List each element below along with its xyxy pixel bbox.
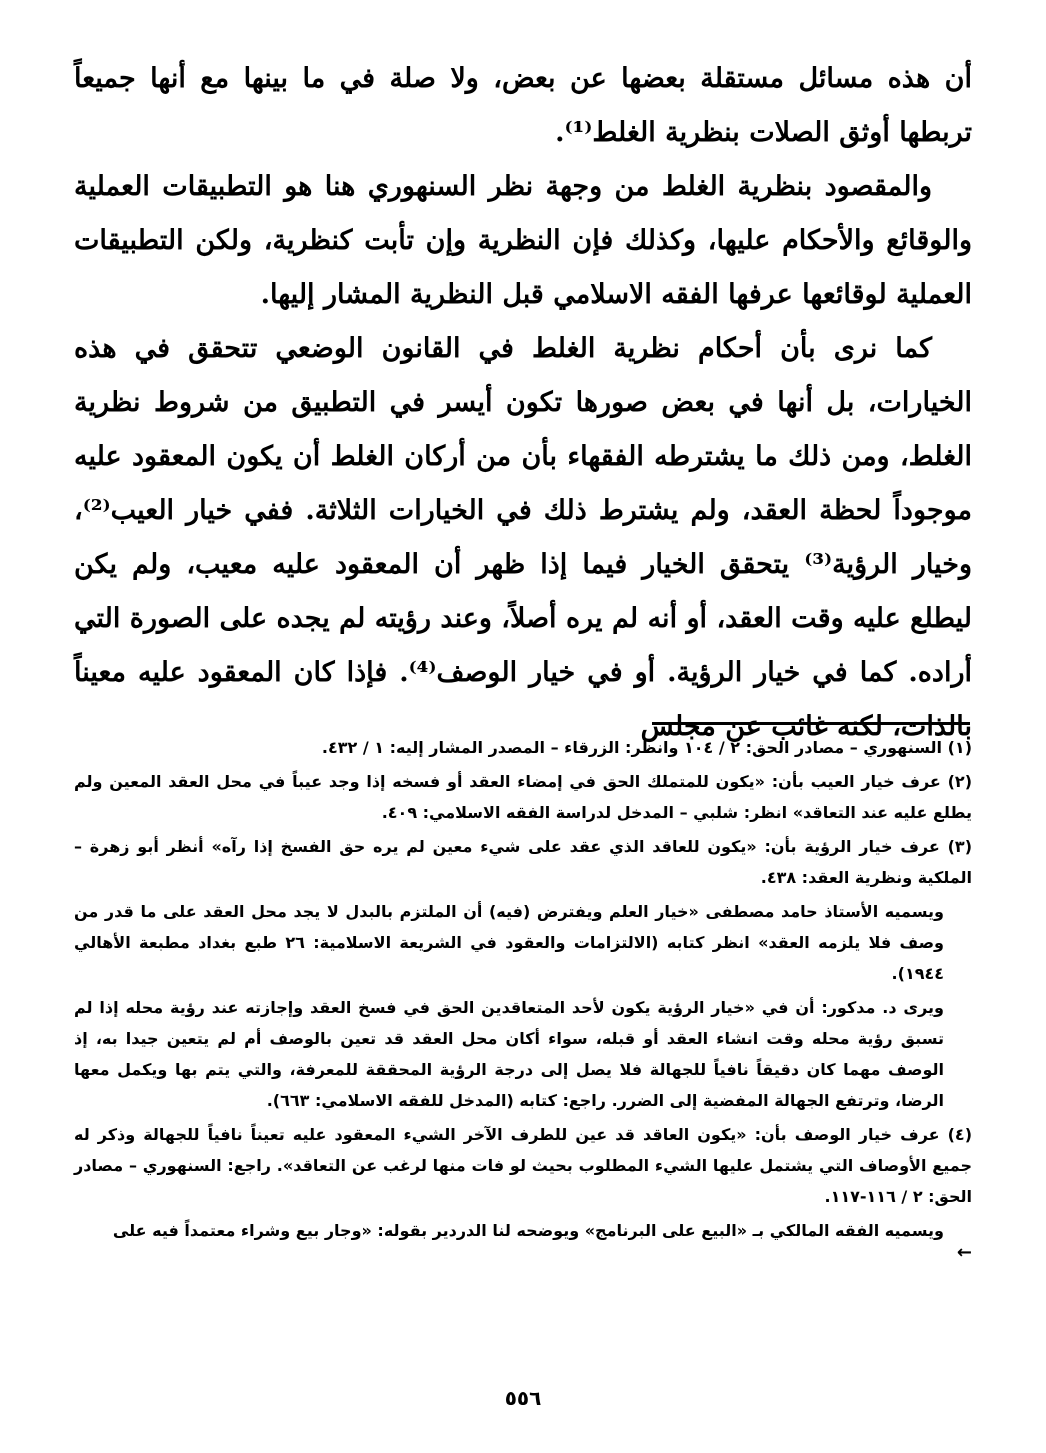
footnotes bbox=[74, 732, 972, 1263]
footnote-3: (٣) عرف خيار الرؤية بأن: «يكون للعاقد الذي عقد على شيء معين لم يره حق الفسخ إذا رآه» أنظر أبو زهرة – الملكية ونظرية العقد: ٤٣٨. bbox=[74, 837, 972, 887]
footnote-3-continuation-b: ويرى د. مدكور: أن في «خيار الرؤية يكون لأحد المتعاقدين الحق في فسخ العقد وإجازته عند رؤية محله إذا لم تسبق رؤية محله وقت انشاء العقد أو قبله، سواء أكان محل العقد قد تعين بالوصف أم لم يتعين جيدا به، إذ الوصف مهما كان دقيقاً نافياً للجهالة فلا يصل إلى درجة الرؤية المحققة للمعرفة، والتي يتم بها ويكمل معها الرضا، وترتفع الجهالة المفضية إلى الضرر. راجع: كتابه (المدخل للفقه الاسلامي: ٦٦٣). bbox=[74, 998, 944, 1110]
footnote-separator bbox=[652, 722, 970, 725]
main-text bbox=[74, 52, 972, 754]
footnote-3-continuation-a: ويسميه الأستاذ حامد مصطفى «خيار العلم ويفترض (فيه) أن الملتزم بالبدل لا يجد محل العقد على ما قدر من وصف فلا يلزمه العقد» انظر كتابه (الالتزامات والعقود في الشريعة الاسلامية: ٢٦ طبع بغداد مطبعة الأهالي ١٩٤٤). bbox=[74, 902, 944, 983]
footnote-2: (٢) عرف خيار العيب بأن: «يكون للمتملك الحق في إمضاء العقد أو فسخه إذا وجد عيباً في محل العقد المعين ولم يطلع عليه عند التعاقد» انظر: شلبي – المدخل لدراسة الفقه الاسلامي: ٤٠٩. bbox=[74, 772, 972, 822]
continue-arrow-icon: ← bbox=[956, 1242, 972, 1263]
footnote-4-continuation: ويسميه الفقه المالكي بـ «البيع على البرنامج» ويوضحه لنا الدردير بقوله: «وجار بيع وشراء معتمداً فيه على bbox=[112, 1221, 944, 1240]
paragraph-3: كما نرى بأن أحكام نظرية الغلط في القانون الوضعي تتحقق في هذه الخيارات، بل أنها في بعض صورها تكون أيسر في التطبيق من شروط نظرية الغلط، ومن ذلك ما يشترطه الفقهاء بأن من أركان الغلط أن يكون المعقود عليه موجوداً لحظة العقد، ولم يشترط ذلك في الخيارات الثلاثة. ففي خيار العيب⁽²⁾، وخيار الرؤية⁽³⁾ يتحقق الخيار فيما إذا ظهر أن المعقود عليه معيب، ولم يكن ليطلع عليه وقت العقد، أو أنه لم يره أصلاً، وعند رؤيته لم يجده على الصورة التي أراده. كما في خيار الرؤية. أو في خيار الوصف⁽⁴⁾. فإذا كان المعقود عليه معيناً بالذات، لكنه غائب عن مجلس bbox=[74, 333, 972, 742]
paragraph-1: أن هذه مسائل مستقلة بعضها عن بعض، ولا صلة في ما بينها مع أنها جميعاً تربطها أوثق الصلات بنظرية الغلط⁽¹⁾. bbox=[74, 63, 972, 148]
footnote-4: (٤) عرف خيار الوصف بأن: «يكون العاقد قد عين للطرف الآخر الشيء المعقود عليه تعيناً نافياً للجهالة وذكر له جميع الأوصاف التي يشتمل عليها الشيء المطلوب بحيث لو فات منها لرغب عن التعاقد». راجع: السنهوري – مصادر الحق: ٢ / ١١٦-١١٧. bbox=[74, 1125, 972, 1206]
footnote-1: (١) السنهوري – مصادر الحق: ٢ / ١٠٤ وانظر: الزرقاء – المصدر المشار إليه: ١ / ٤٣٢. bbox=[321, 738, 972, 757]
paragraph-2: والمقصود بنظرية الغلط من وجهة نظر السنهوري هنا هو التطبيقات العملية والوقائع والأحكام عليها، وكذلك فإن النظرية وإن تأبت كنظرية، ولكن التطبيقات العملية لوقائعها عرفها الفقه الاسلامي قبل النظرية المشار إليها. bbox=[74, 171, 972, 310]
page-number: ٥٥٦ bbox=[504, 1386, 542, 1410]
